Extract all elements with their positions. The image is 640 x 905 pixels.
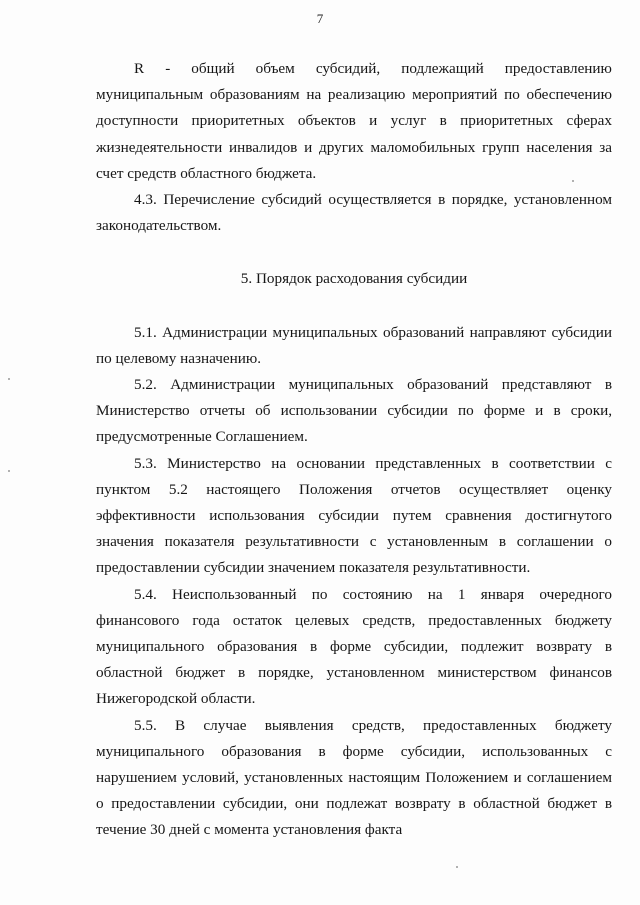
definition-word: - bbox=[165, 60, 171, 77]
paragraph-5-4: 5.4. Неиспользованный по состоянию на 1 января очередного финансового года остаток целевых средств, предоставленных бюджету муниципального образования в форме субсидии, подлежит возврату в областной бюджет в порядке, установленном министерством финансов Нижегородской области. bbox=[96, 585, 612, 708]
scan-speck bbox=[572, 180, 574, 182]
paragraph-5-3: 5.3. Министерство на основании представленных в соответствии с пунктом 5.2 настоящего Положения отчетов осуществляет оценку эффективности использования субсидии путем сравнения достигнутого значения показателя результативности с установленным в соглашении о предоставлении субсидии значением показателя результативности. bbox=[96, 454, 612, 577]
definition-word: R bbox=[134, 60, 145, 77]
definition-paragraph bbox=[96, 56, 612, 187]
scan-speck bbox=[8, 470, 10, 472]
paragraph-5-2: 5.2. Администрации муниципальных образований представляют в Министерство отчеты об использовании субсидии по форме и в сроки, предусмотренные Соглашением. bbox=[96, 376, 612, 446]
definition-word: объем bbox=[255, 60, 295, 77]
definition-word: подлежащий bbox=[401, 60, 484, 77]
definition-word: предоставлению bbox=[504, 60, 612, 77]
definition-word: общий bbox=[191, 60, 235, 77]
document-body bbox=[96, 56, 612, 844]
definition-first-line bbox=[96, 56, 612, 82]
scan-speck bbox=[456, 866, 458, 868]
paragraph-5-5: 5.5. В случае выявления средств, предоставленных бюджету муниципального образования в форме субсидии, использованных с нарушением условий, установленных настоящим Положением и соглашением о предоставлении субсидии, они подлежат возврату в областной бюджет в течение 30 дней с момента установления факта bbox=[96, 716, 612, 839]
definition-word: субсидий, bbox=[315, 60, 381, 77]
paragraph-4-3: 4.3. Перечисление субсидий осуществляется в порядке, установленном законодательством. bbox=[96, 191, 612, 235]
section-heading: 5. Порядок расходования субсидии bbox=[240, 270, 468, 288]
scan-speck bbox=[8, 378, 10, 380]
page-number: 7 bbox=[316, 11, 324, 26]
definition-text: муниципальным образованиям на реализацию мероприятий по обеспечению доступности приоритетных объектов и услуг в приоритетных сферах жизнедеятельности инвалидов и других маломобильных групп населения за счет средств областного бюджета. bbox=[96, 86, 612, 182]
paragraph-5-1: 5.1. Администрации муниципальных образований направляют субсидии по целевому назначению. bbox=[96, 323, 612, 367]
